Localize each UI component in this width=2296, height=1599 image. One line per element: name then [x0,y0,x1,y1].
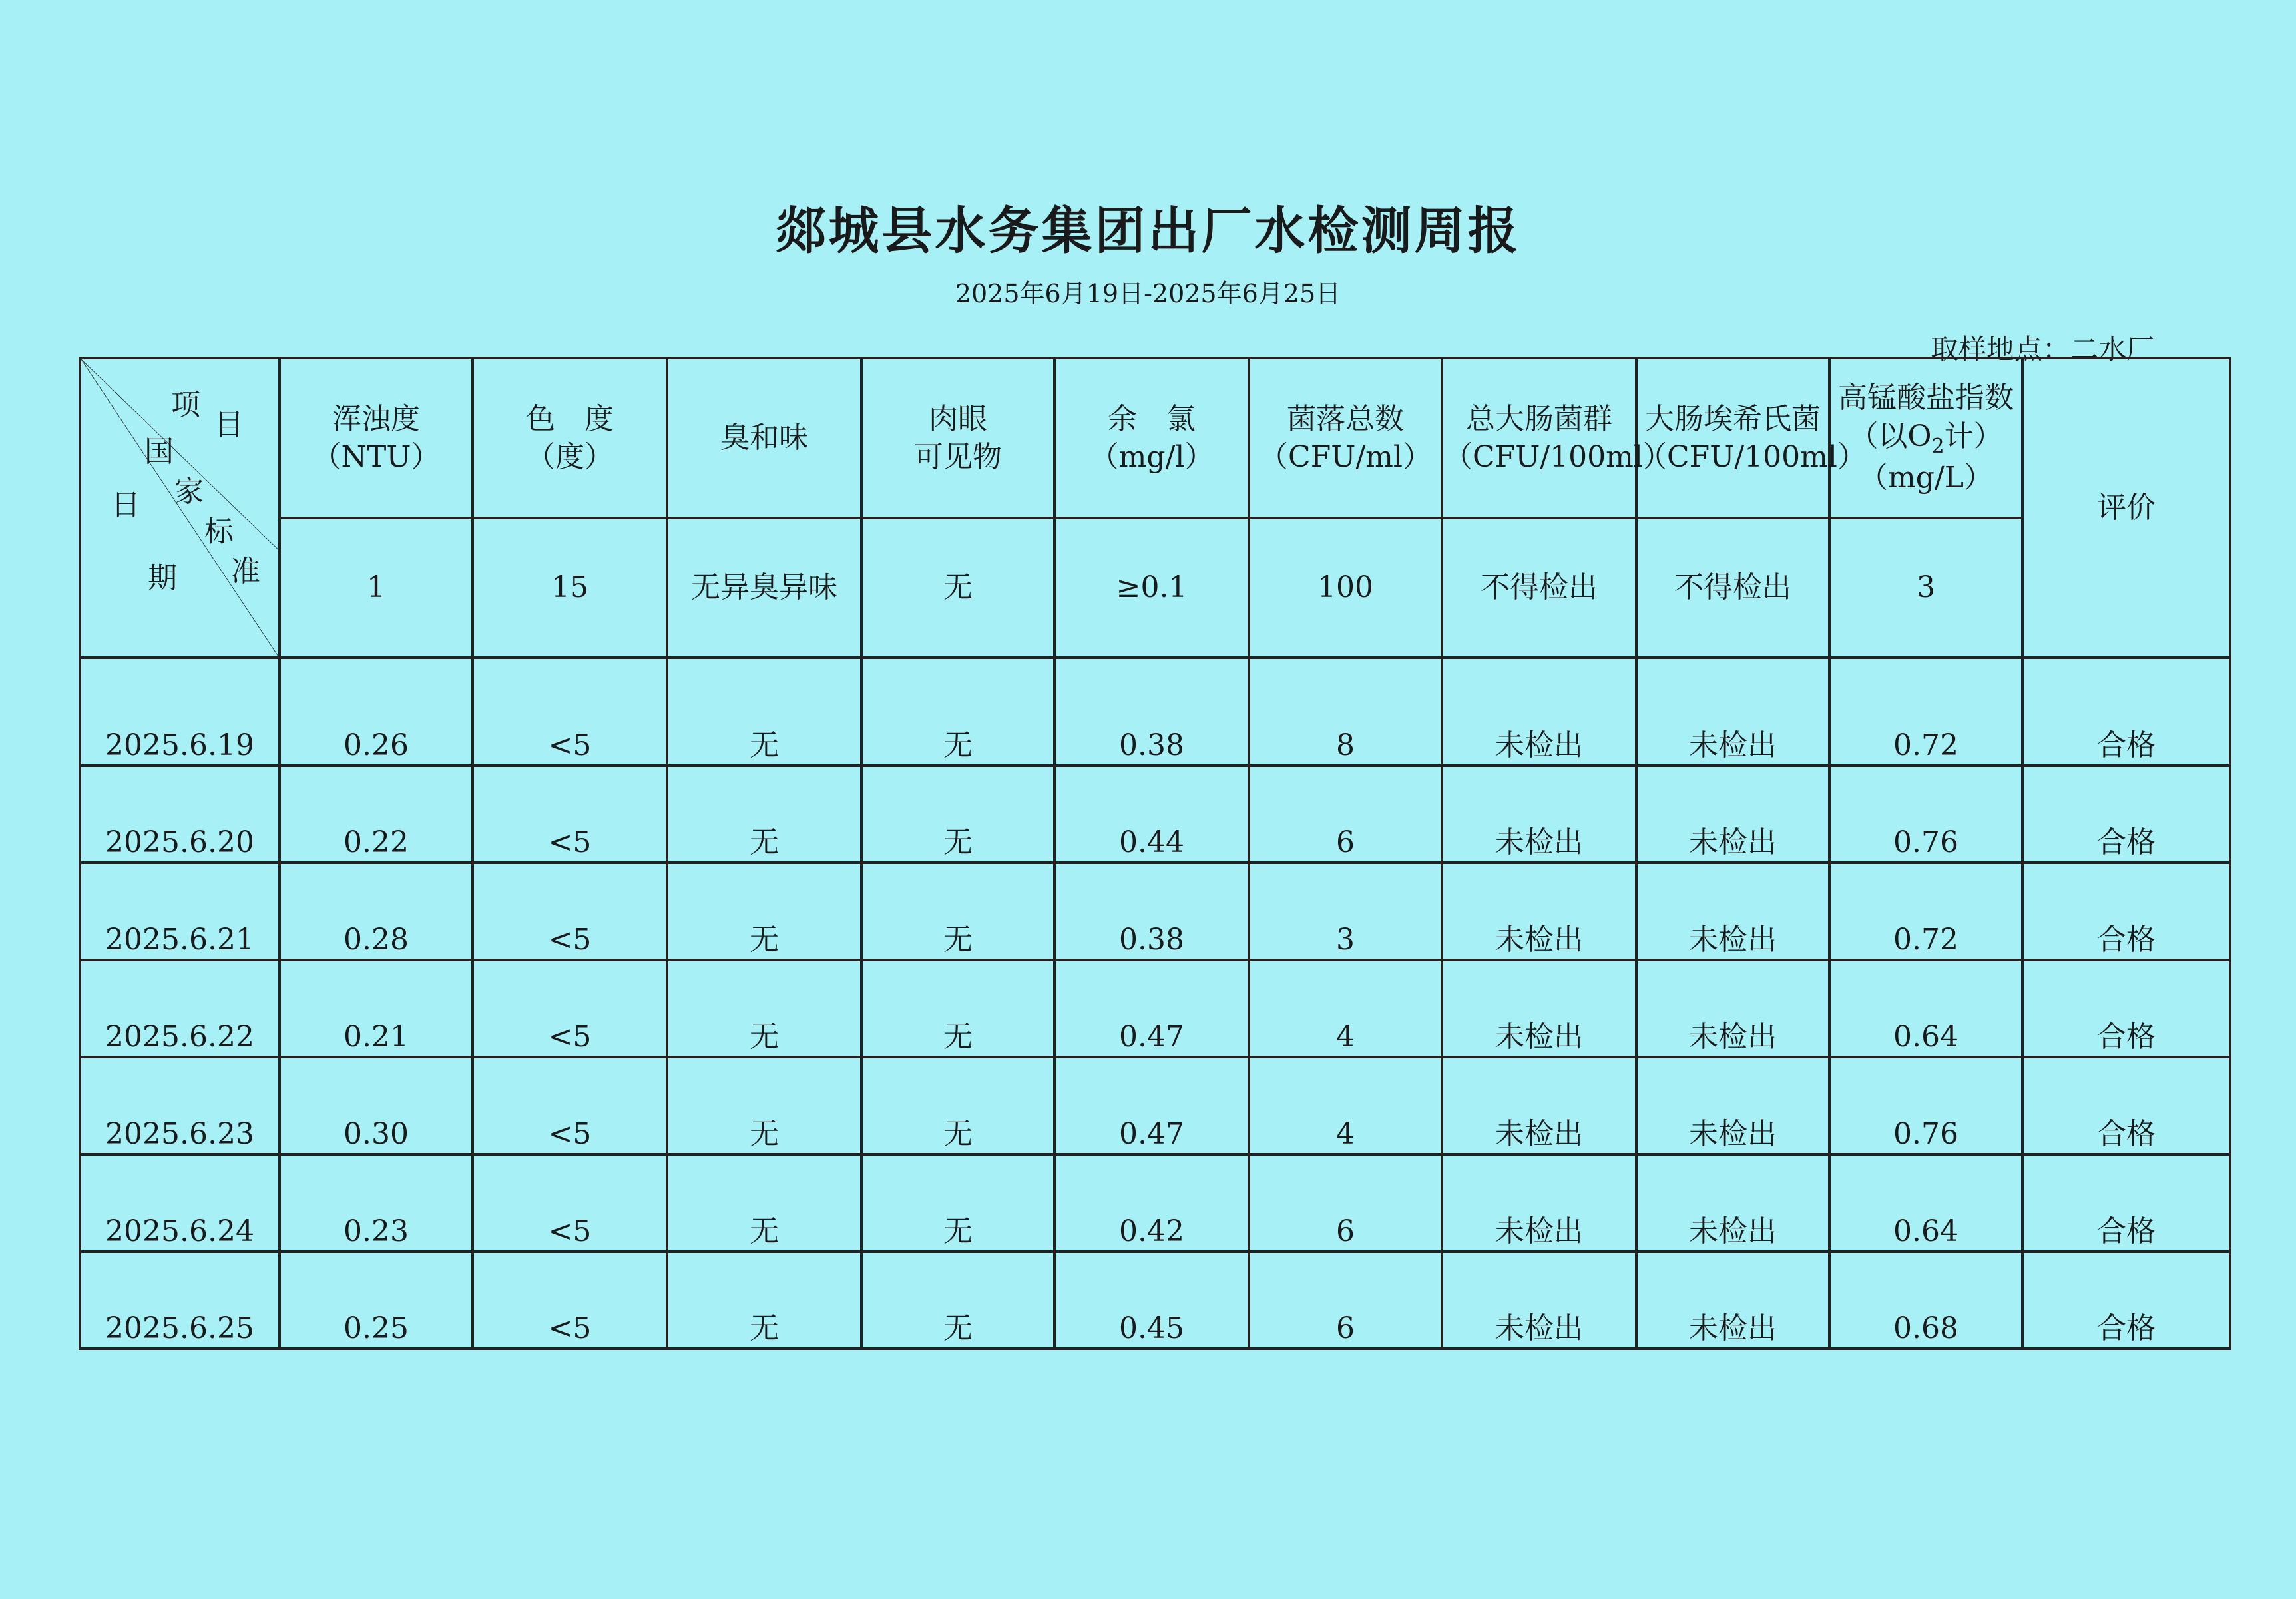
value-cell: 0.21 [280,960,473,1057]
value-cell: 0.23 [280,1154,473,1252]
value-cell: <5 [473,960,667,1057]
table-row [80,863,2230,960]
value-cell: 0.25 [280,1252,473,1349]
standard-cell: 100 [1249,518,1442,658]
value-cell: 0.38 [1054,658,1249,766]
table-row [80,960,2230,1057]
sampling-location: 取样地点：二水厂 [1930,333,2154,365]
date-cell: 2025.6.22 [80,960,280,1057]
standard-cell: ≥0.1 [1054,518,1249,658]
value-cell: 未检出 [1636,863,1829,960]
value-cell: 8 [1249,658,1442,766]
value-cell: 0.38 [1054,863,1249,960]
value-cell: 无 [667,1252,861,1349]
value-cell: 无 [667,766,861,863]
value-cell: 无 [667,658,861,766]
value-cell: <5 [473,658,667,766]
value-cell: 0.76 [1829,1057,2022,1154]
corner-standard-char: 家 [174,475,204,509]
col-header-visible: 肉眼 可见物 [861,358,1054,518]
value-cell: 未检出 [1442,1154,1636,1252]
corner-item-char: 目 [214,408,244,442]
value-cell: 未检出 [1442,863,1636,960]
value-cell: <5 [473,863,667,960]
corner-standard-char: 准 [231,555,260,588]
value-cell: 未检出 [1442,960,1636,1057]
value-cell: 6 [1249,1252,1442,1349]
standard-cell: 无异臭异味 [667,518,861,658]
value-cell: 0.30 [280,1057,473,1154]
date-cell: 2025.6.25 [80,1252,280,1349]
col-header-ecoli: 大肠埃希氏菌 （CFU/100ml） [1636,358,1829,518]
value-cell: 未检出 [1636,1057,1829,1154]
value-cell: 无 [861,1154,1054,1252]
value-cell: 无 [861,766,1054,863]
evaluation-cell: 合格 [2022,658,2230,766]
value-cell: 未检出 [1636,1252,1829,1349]
date-cell: 2025.6.21 [80,863,280,960]
value-cell: 无 [667,863,861,960]
value-cell: 4 [1249,1057,1442,1154]
value-cell: 3 [1249,863,1442,960]
value-cell: 6 [1249,1154,1442,1252]
value-cell: 0.47 [1054,960,1249,1057]
corner-item-char: 项 [171,388,200,422]
evaluation-cell: 合格 [2022,1154,2230,1252]
evaluation-cell: 合格 [2022,1057,2230,1154]
value-cell: 无 [861,863,1054,960]
value-cell: 4 [1249,960,1442,1057]
value-cell: 未检出 [1636,658,1829,766]
value-cell: <5 [473,766,667,863]
corner-standard-char: 标 [204,515,234,549]
standards-row [80,518,2230,658]
standard-cell: 15 [473,518,667,658]
value-cell: 0.72 [1829,863,2022,960]
standard-cell: 无 [861,518,1054,658]
col-header-coliform: 总大肠菌群 （CFU/100ml） [1442,358,1636,518]
standard-cell: 1 [280,518,473,658]
value-cell: 未检出 [1442,766,1636,863]
col-header-evaluation: 评价 [2022,358,2230,658]
evaluation-cell: 合格 [2022,766,2230,863]
value-cell: 0.44 [1054,766,1249,863]
value-cell: 无 [861,658,1054,766]
col-header-chlorine: 余 氯 （mg/l） [1054,358,1249,518]
col-header-color: 色 度 （度） [473,358,667,518]
value-cell: 无 [667,960,861,1057]
report-title: 郯城县水务集团出厂水检测周报 [775,201,1521,260]
col-header-odor: 臭和味 [667,358,861,518]
table-row [80,1252,2230,1349]
evaluation-cell: 合格 [2022,863,2230,960]
value-cell: 无 [861,960,1054,1057]
table-row [80,1154,2230,1252]
value-cell: 0.47 [1054,1057,1249,1154]
value-cell: 无 [861,1252,1054,1349]
value-cell: 0.72 [1829,658,2022,766]
value-cell: 无 [861,1057,1054,1154]
value-cell: 未检出 [1636,960,1829,1057]
value-cell: 0.28 [280,863,473,960]
col-header-turbidity: 浑浊度 （NTU） [280,358,473,518]
date-cell: 2025.6.23 [80,1057,280,1154]
value-cell: 0.26 [280,658,473,766]
table-row [80,1057,2230,1154]
value-cell: 0.45 [1054,1252,1249,1349]
value-cell: 0.42 [1054,1154,1249,1252]
corner-date-char: 期 [148,561,177,595]
date-cell: 2025.6.19 [80,658,280,766]
date-range: 2025年6月19日-2025年6月25日 [955,279,1341,308]
value-cell: <5 [473,1057,667,1154]
value-cell: 未检出 [1442,658,1636,766]
standard-cell: 不得检出 [1442,518,1636,658]
corner-header [80,358,280,658]
evaluation-cell: 合格 [2022,1252,2230,1349]
value-cell: 0.68 [1829,1252,2022,1349]
header-row [80,358,2230,518]
value-cell: 0.22 [280,766,473,863]
value-cell: <5 [473,1154,667,1252]
date-cell: 2025.6.20 [80,766,280,863]
value-cell: 未检出 [1442,1057,1636,1154]
date-cell: 2025.6.24 [80,1154,280,1252]
table-row [80,766,2230,863]
evaluation-cell: 合格 [2022,960,2230,1057]
value-cell: 未检出 [1442,1252,1636,1349]
corner-standard-char: 国 [144,435,174,469]
col-header-colony: 菌落总数 （CFU/ml） [1249,358,1442,518]
value-cell: 无 [667,1057,861,1154]
value-cell: 6 [1249,766,1442,863]
value-cell: <5 [473,1252,667,1349]
report-table [79,357,2231,1350]
table-row [80,658,2230,766]
col-header-permanganate: 高锰酸盐指数 （以$O_2$计） （mg/L） [1829,358,2022,518]
value-cell: 无 [667,1154,861,1252]
value-cell: 0.64 [1829,1154,2022,1252]
value-cell: 0.76 [1829,766,2022,863]
corner-date-char: 日 [111,488,140,522]
standard-cell: 3 [1829,518,2022,658]
value-cell: 0.64 [1829,960,2022,1057]
standard-cell: 不得检出 [1636,518,1829,658]
value-cell: 未检出 [1636,766,1829,863]
value-cell: 未检出 [1636,1154,1829,1252]
